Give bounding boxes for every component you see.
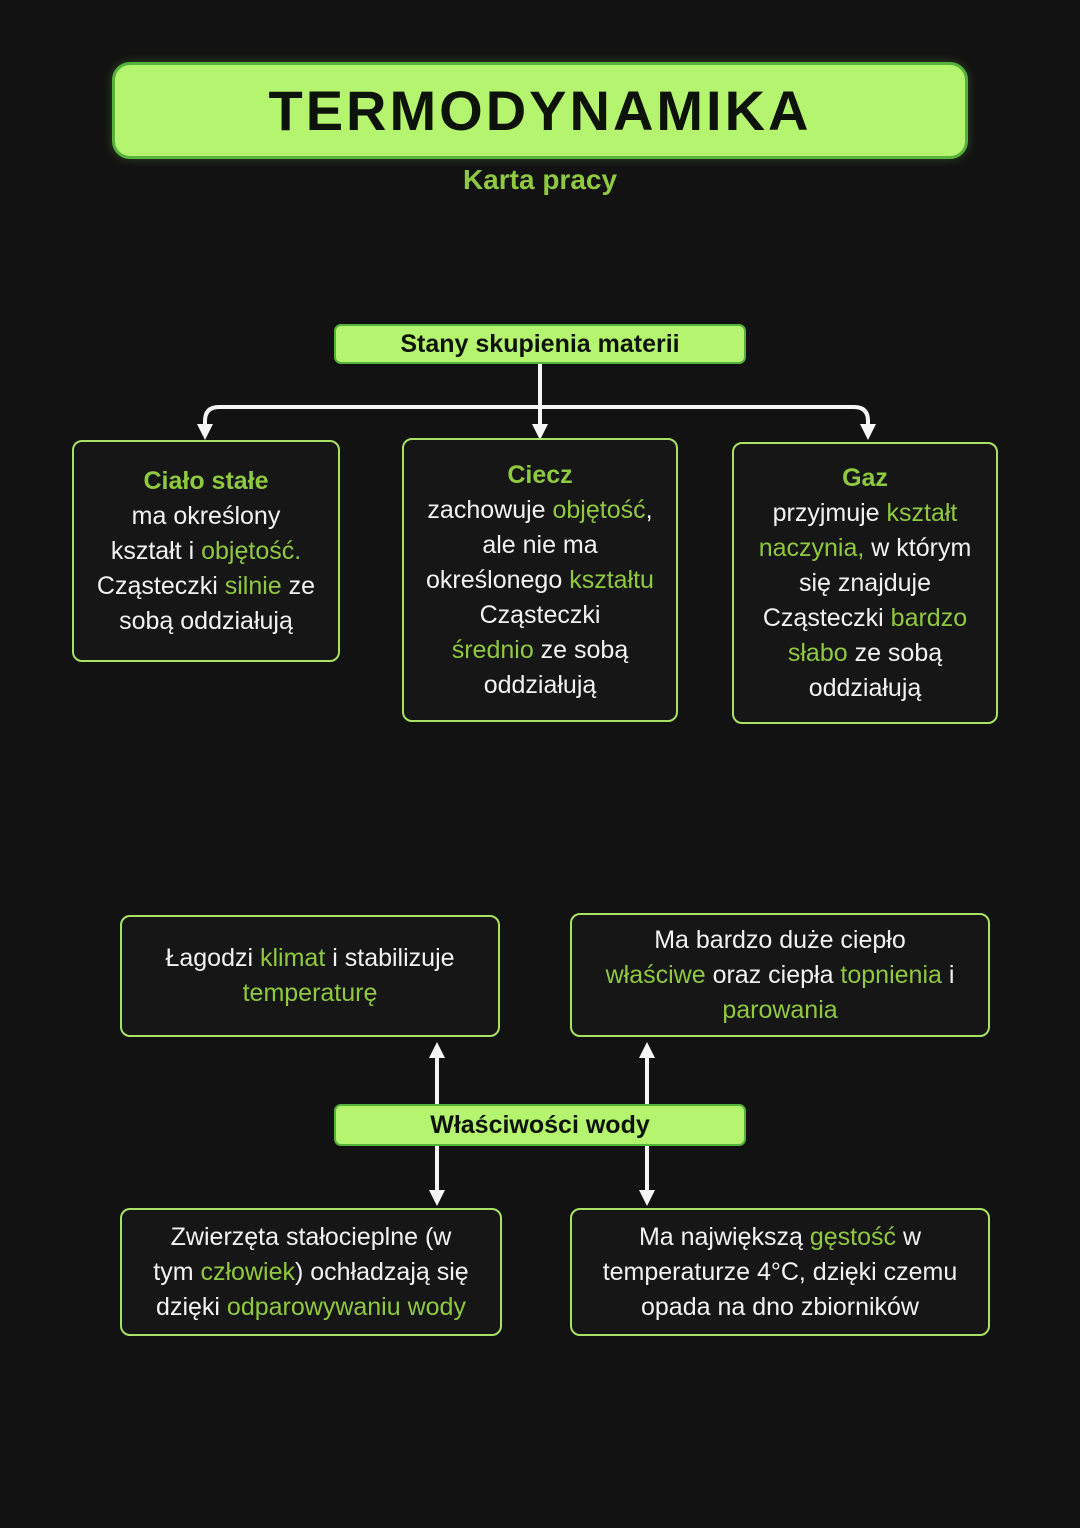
state-box-solid-title: Ciało stałe: [143, 466, 269, 495]
state-box-liquid-body: zachowuje objętość, ale nie ma określonego kształtu Cząsteczki średnio ze sobą oddziałują: [426, 495, 654, 699]
water-box-density-body: Ma największą gęstość w temperaturze 4°C, dzięki czemu opada na dno zbiorników: [602, 1222, 958, 1321]
arrow-up-left-icon: [429, 1042, 445, 1058]
states-header-label: Stany skupienia materii: [400, 329, 680, 358]
water-box-climate-body: Łagodzi klimat i stabilizuje temperaturę: [165, 944, 455, 1007]
water-box-heat-capacity-body: Ma bardzo duże ciepło właściwe oraz ciepła topnienia i parowania: [605, 925, 955, 1024]
water-header-label: Właściwości wody: [430, 1110, 650, 1139]
water-box-animals: [120, 1208, 502, 1336]
state-box-gas-body: przyjmuje kształt naczynia, w którym się znajduje Cząsteczki bardzo słabo ze sobą oddziałują: [758, 498, 972, 702]
state-box-solid-body: ma określony kształt i objętość. Cząsteczki silnie ze sobą oddziałują: [96, 501, 316, 635]
arrow-down-left-icon: [429, 1190, 445, 1206]
states-header-pill: [334, 324, 746, 364]
arrow-up-right-icon: [639, 1042, 655, 1058]
state-box-liquid: [402, 438, 678, 722]
arrow-down-gas-icon: [860, 424, 876, 440]
arrow-down-right-icon: [639, 1190, 655, 1206]
page-subtitle: Karta pracy: [462, 164, 618, 195]
state-box-solid: [72, 440, 340, 662]
water-box-heat-capacity: [570, 913, 990, 1037]
water-box-animals-body: Zwierzęta stałocieplne (w tym człowiek) ochładzają się dzięki odparowywaniu wody: [153, 1222, 469, 1321]
state-box-liquid-title: Ciecz: [507, 460, 573, 489]
state-box-gas-title: Gaz: [842, 463, 888, 492]
water-box-density: [570, 1208, 990, 1336]
arrow-down-solid-icon: [197, 424, 213, 440]
water-box-climate: [120, 915, 500, 1037]
state-box-gas: [732, 442, 998, 724]
water-header-pill: [334, 1104, 746, 1146]
title-banner: [112, 62, 968, 159]
states-tree-connector: [197, 364, 876, 440]
page-title: TERMODYNAMIKA: [268, 79, 812, 142]
